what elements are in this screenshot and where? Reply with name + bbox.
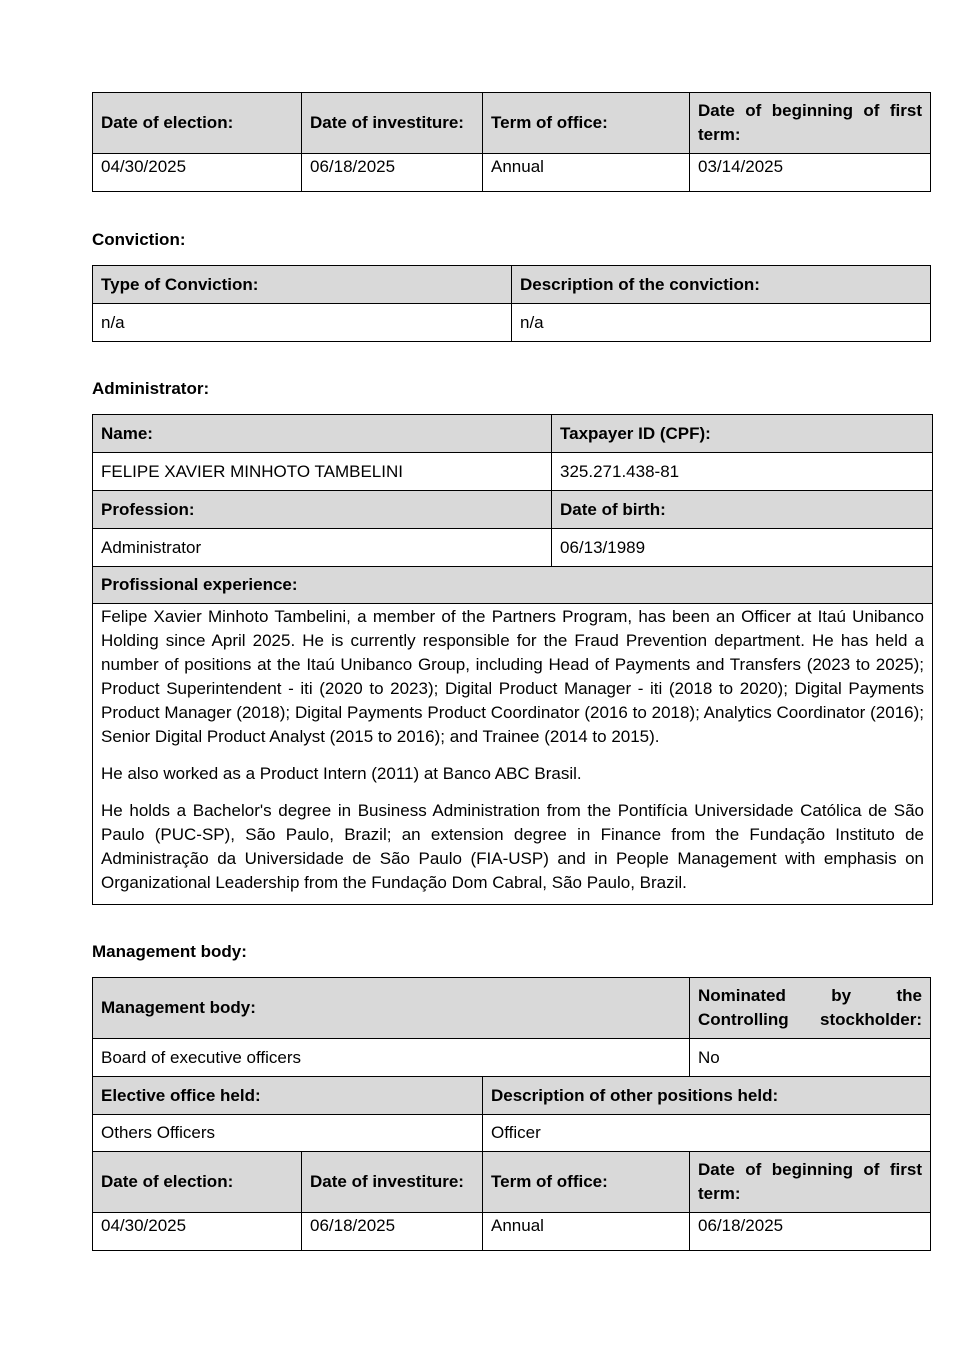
value-term-of-office: Annual: [483, 1213, 690, 1251]
header-date-of-election: Date of election:: [93, 93, 302, 154]
value-nominated-by-controlling: No: [690, 1039, 931, 1077]
header-type-of-conviction: Type of Conviction:: [93, 266, 512, 304]
header-other-positions: Description of other positions held:: [483, 1077, 931, 1115]
value-date-of-beginning: 03/14/2025: [690, 154, 931, 192]
header-elective-office: Elective office held:: [93, 1077, 483, 1115]
value-type-of-conviction: n/a: [93, 304, 512, 342]
header-date-of-beginning: Date of beginning of first term:: [690, 93, 931, 154]
value-management-body: Board of executive officers: [93, 1039, 690, 1077]
conviction-heading: Conviction:: [92, 230, 186, 249]
header-date-of-election: Date of election:: [93, 1152, 302, 1213]
value-date-of-birth: 06/13/1989: [552, 529, 933, 567]
header-management-body: Management body:: [93, 978, 690, 1039]
value-other-positions: Officer: [483, 1115, 931, 1152]
experience-paragraph: He holds a Bachelor's degree in Business Administration from the Pontifícia Universidade Católica de São Paulo (PUC-SP), São Paulo, Brazil; an extension degree in Finance from the Fundação Instituto de Administração da Universidade de São Paulo (FIA-USP) and in People Management with emphasis on Organizational Leadership from the Fundação Dom Cabral, São Paulo, Brazil.: [101, 801, 924, 892]
value-taxpayer-id: 325.271.438-81: [552, 453, 933, 491]
header-nominated-by-controlling: Nominated by the Controlling stockholder:: [690, 978, 931, 1039]
value-date-of-election: 04/30/2025: [93, 154, 302, 192]
header-term-of-office: Term of office:: [483, 93, 690, 154]
value-conviction-description: n/a: [512, 304, 931, 342]
value-date-of-investiture: 06/18/2025: [302, 1213, 483, 1251]
management-heading: Management body:: [92, 942, 247, 961]
management-table: [92, 977, 931, 1251]
election-table: [92, 92, 931, 192]
header-term-of-office: Term of office:: [483, 1152, 690, 1213]
professional-experience-text: [93, 604, 933, 905]
header-taxpayer-id: Taxpayer ID (CPF):: [552, 415, 933, 453]
header-date-of-birth: Date of birth:: [552, 491, 933, 529]
value-date-of-beginning: 06/18/2025: [690, 1213, 931, 1251]
value-term-of-office: Annual: [483, 154, 690, 192]
conviction-table: [92, 265, 931, 342]
value-name: FELIPE XAVIER MINHOTO TAMBELINI: [93, 453, 552, 491]
value-elective-office: Others Officers: [93, 1115, 483, 1152]
header-conviction-description: Description of the conviction:: [512, 266, 931, 304]
header-date-of-investiture: Date of investiture:: [302, 93, 483, 154]
header-profession: Profession:: [93, 491, 552, 529]
administrator-heading: Administrator:: [92, 379, 210, 398]
header-date-of-investiture: Date of investiture:: [302, 1152, 483, 1213]
header-date-of-beginning: Date of beginning of first term:: [690, 1152, 931, 1213]
value-date-of-investiture: 06/18/2025: [302, 154, 483, 192]
experience-paragraph: He also worked as a Product Intern (2011) at Banco ABC Brasil.: [101, 764, 582, 783]
value-profession: Administrator: [93, 529, 552, 567]
administrator-table: [92, 414, 933, 905]
header-professional-experience: Profissional experience:: [93, 567, 933, 604]
header-name: Name:: [93, 415, 552, 453]
value-date-of-election: 04/30/2025: [93, 1213, 302, 1251]
experience-paragraph: Felipe Xavier Minhoto Tambelini, a member of the Partners Program, has been an Officer at Itaú Unibanco Holding since April 2025. He is currently responsible for the Fraud Prevention department. He has held a number of positions at the Itaú Unibanco Group, including Head of Payments and Transfers (2023 to 2025); Product Superintendent - iti (2020 to 2023); Digital Product Manager - iti (2018 to 2020); Digital Payments Product Manager (2018); Digital Payments Product Coordinator (2016 to 2018); Analytics Coordinator (2016); Senior Digital Product Analyst (2015 to 2016); and Trainee (2014 to 2015).: [101, 607, 924, 746]
